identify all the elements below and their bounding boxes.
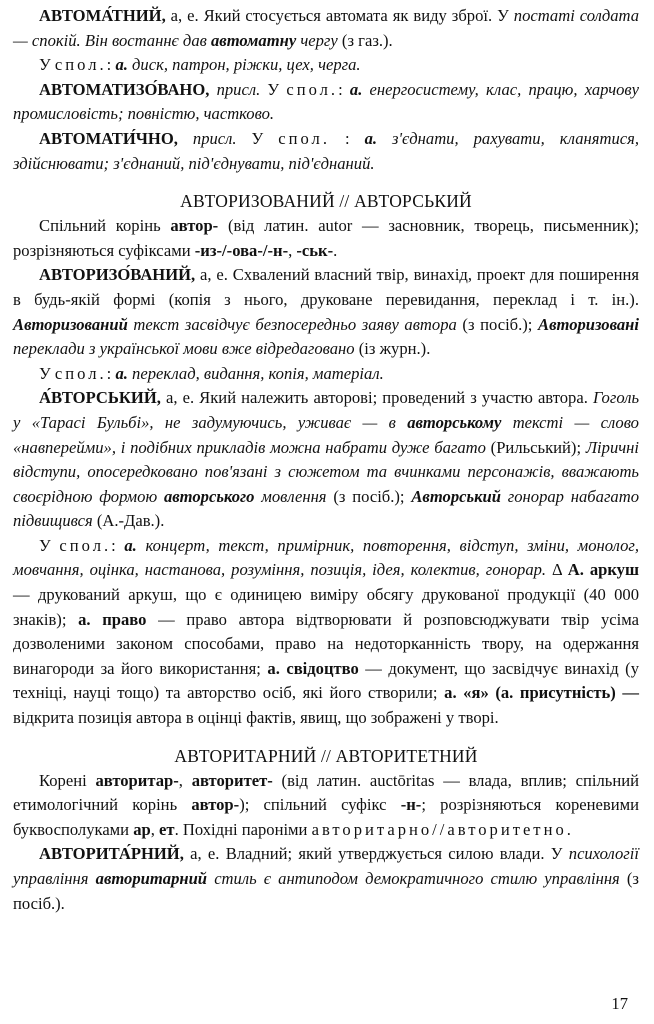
section-intro-avtoryzovanyi: Спільний корінь автор- (від латин. autor — засновник, творець, письменник); розрізняються суфіксами -из-/-ова-/-н-, -ськ-. [13, 216, 639, 260]
entry-avtomatnyi-definition: АВТОМА́ТНИЙ, а, е. Який стосується автомата як виду зброї. У постаті солдата — спокій. Він востаннє дав автоматну чергу (з газ.). [13, 6, 639, 50]
entry-avtoryzovanyi-usage: У спол.: а. переклад, видання, копія, матеріал. [39, 363, 384, 383]
section-intro-avtorytarnyi: Корені авторитар-, авторитет- (від латин. auctōritas — влада, вплив; спільний етимологічний корінь автор-); спільний суфікс -н-; розрізняються кореневими буквосполуками ар, ет. Похідні пароніми авторитарно//авторитетно. [13, 770, 640, 839]
page-content [13, 4, 639, 916]
section-heading-avtoryzovanyi: АВТОРИЗОВАНИЙ // АВТОРСЬКИЙ [180, 191, 472, 212]
entry-avtorskyi-usage: У спол.: а. концерт, текст, примірник, повторення, відступ, зміни, монолог, мовчання, оцінка, настанова, розуміння, позиція, ідея, колектив, гонорар. Δ А. аркуш — друкований аркуш, що є одиницею виміру обсягу друкованої продукції (40 000 знаків); а. право — право автора відтворювати й розповсюджувати твір усіма дозволеними законом способами, право на недоторканність твору, на одержання винагороди за його використання; а. свідоцтво — документ, що засвідчує винахід (у техніці, науці тощо) та авторство осіб, які його створили; а. «я» (а. присутність) — відкрита позиція автора в оцінці фактів, явищ, що зображені у творі. [13, 535, 640, 728]
entry-avtomatychno: АВТОМАТИ́ЧНО, присл. У спол. : а. з'єднати, рахувати, кланятися, здійснювати; з'єднаний, під'єднувати, під'єднаний. [13, 128, 639, 173]
entry-avtomatnyi-usage: У спол.: а. диск, патрон, ріжки, цех, черга. [39, 55, 361, 75]
entry-avtomatyzovano: АВТОМАТИЗО́ВАНО, присл. У спол.: а. енергосистему, клас, працю, харчову промисловість; повністю, частково. [13, 79, 640, 124]
entry-avtorskyi-definition: А́ВТОРСЬКИЙ, а, е. Який належить авторові; проведений з участю автора. Гоголь у «Тарасі Бульбі», не задумуючись, уживає — в авторському тексті — слово «навперейми», і подібних прикладів можна набрати дуже багато (Рильський); Ліричні відступи, опосередковано пов'язані з сюжетом та вчинками персонажів, вважають своєрідною формою авторського мовлення (з посіб.); Авторський гонорар набагато підвищився (А.-Дав.). [13, 388, 640, 531]
section-heading-avtorytarnyi: АВТОРИТАРНИЙ // АВТОРИТЕТНИЙ [174, 745, 478, 766]
entry-avtoryzovanyi-definition: АВТОРИЗО́ВАНИЙ, а, е. Схвалений власний твір, винахід, проект для поширення в будь-якій формі (копія з нього, друковане перевидання, переклад і т. ін.). Авторизований текст засвідчує безпосередньо заяву автора (з посіб.); Авторизовані переклади з української мови вже відредаговано (із журн.). [13, 265, 639, 359]
page-number: 17 [611, 994, 628, 1013]
entry-avtorytarnyi-definition: АВТОРИТА́РНИЙ, а, е. Владний; який утверджується силою влади. У психології управління авторитарний стиль є антиподом демократичного стилю управління (з посіб.). [13, 844, 639, 913]
